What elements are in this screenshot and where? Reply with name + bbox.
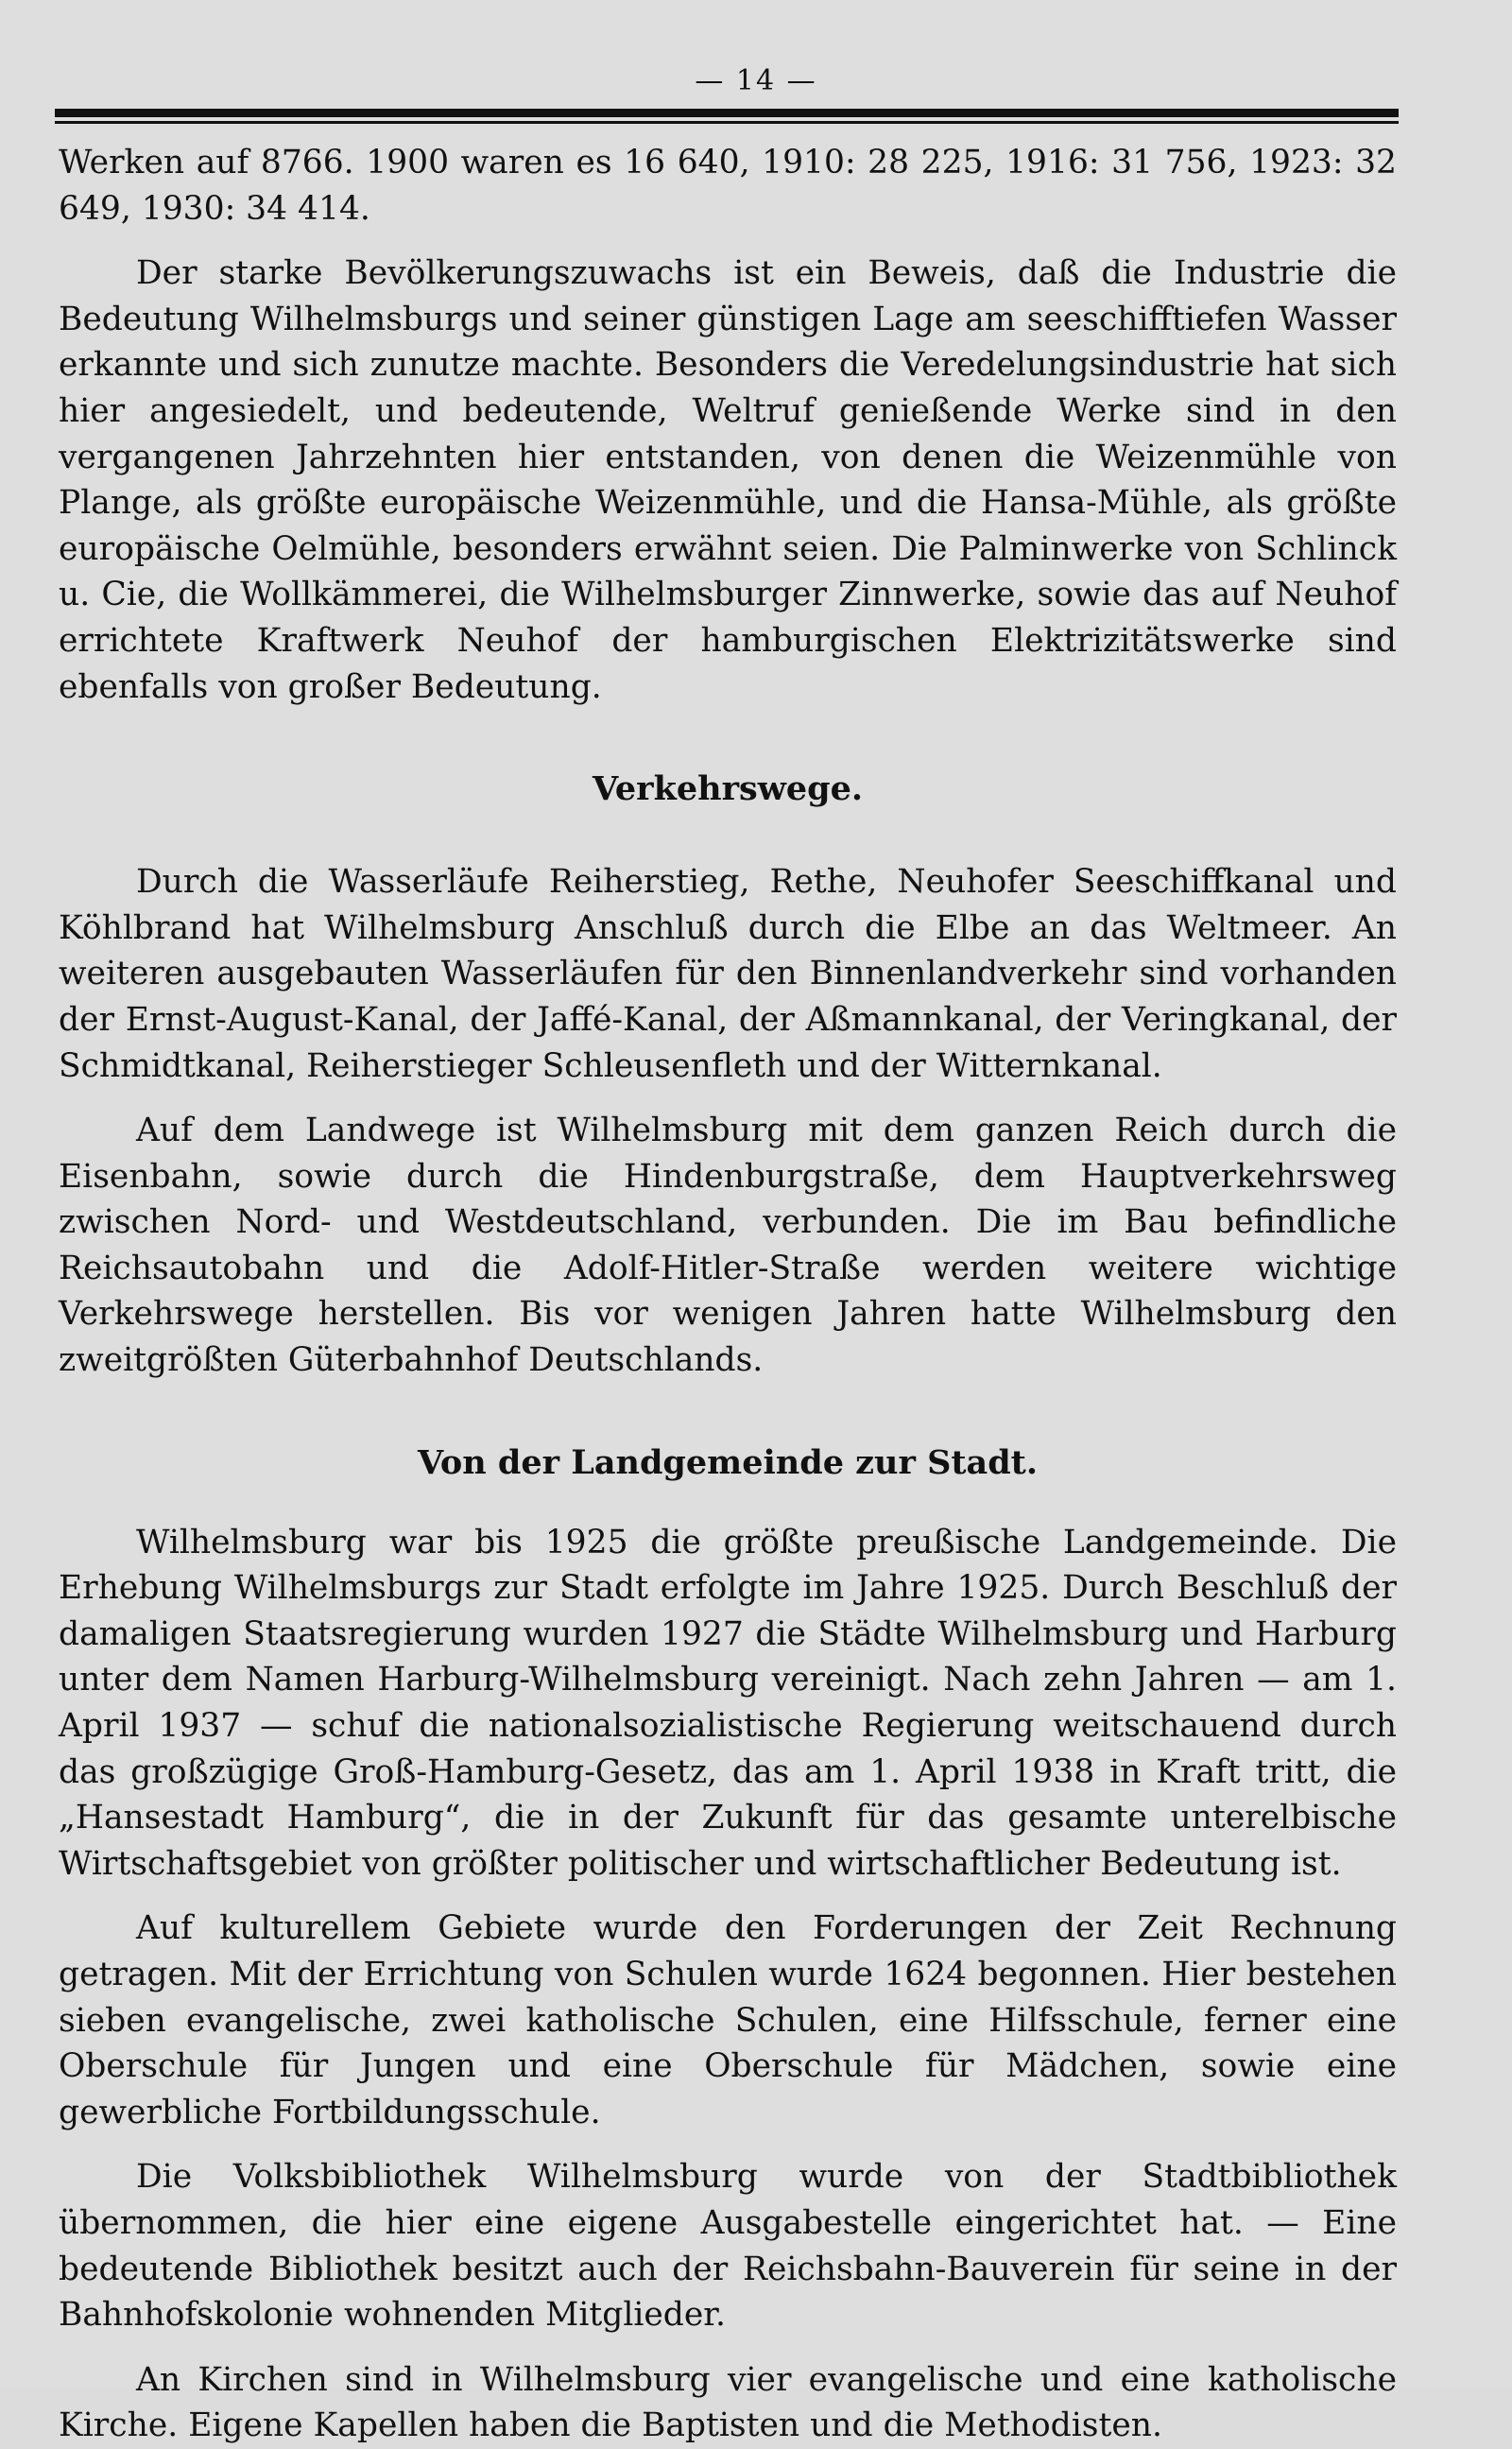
header-rule-thin: [55, 121, 1399, 124]
page-number: — 14 —: [695, 64, 817, 97]
header-rule-thick: [55, 109, 1399, 117]
paragraph-landways: Auf dem Landwege ist Wilhelmsburg mit dem ganzen Reich durch die Eisenbahn, sowie durch die Hindenburgstraße, dem Hauptverkehrsweg zwischen Nord- und Westdeutschland, verbunden. Die im Bau befindliche Reichsautobahn und die Adolf-Hitler-Straße werden weitere wichtige Verkehrswege herstellen. Bis vor wenigen Jahren hatte Wilhelmsburg den zweitgrößten Güterbahnhof Deutschlands.: [59, 1112, 1397, 1380]
paragraph-population: Werken auf 8766. 1900 waren es 16 640, 1910: 28 225, 1916: 31 756, 1923: 32 649, 1930: 34 414.: [59, 144, 1397, 228]
heading-verkehrswege: Verkehrswege.: [592, 769, 864, 809]
paragraph-churches: An Kirchen sind in Wilhelmsburg vier evangelische und eine katholische Kirche. Eigene Kapellen haben die Baptisten und die Methodisten.: [59, 2360, 1397, 2445]
body-text: [59, 140, 1397, 2449]
paragraph-schools: Auf kulturellem Gebiete wurde den Forderungen der Zeit Rechnung getragen. Mit der Errichtung von Schulen wurde 1624 begonnen. Hier bestehen sieben evangelische, zwei katholische Schulen, eine Hilfsschule, ferner eine Oberschule für Jungen und eine Oberschule für Mädchen, sowie eine gewerbliche Fortbildungsschule.: [59, 1909, 1397, 2131]
heading-landgemeinde-stadt: Von der Landgemeinde zur Stadt.: [417, 1442, 1039, 1482]
paragraph-city-history: Wilhelmsburg war bis 1925 die größte preußische Landgemeinde. Die Erhebung Wilhelmsburgs zur Stadt erfolgte im Jahre 1925. Durch Beschluß der damaligen Staatsregierung wurden 1927 die Städte Wilhelmsburg und Harburg unter dem Namen Harburg-Wilhelmsburg vereinigt. Nach zehn Jahren — am 1. April 1937 — schuf die nationalsozialistische Regierung weitschauend durch das großzügige Groß-Hamburg-Gesetz, das am 1. April 1938 in Kraft tritt, die „Hansestadt Hamburg“, die in der Zukunft für das gesamte unterelbische Wirtschaftsgebiet von größter politischer und wirtschaftlicher Bedeutung ist.: [59, 1523, 1397, 1883]
paragraph-waterways: Durch die Wasserläufe Reiherstieg, Rethe, Neuhofer Seeschiffkanal und Köhlbrand hat Wilhelmsburg Anschluß durch die Elbe an das Weltmeer. An weiteren ausgebauten Wasserläufen für den Binnenlandverkehr sind vorhanden der Ernst-August-Kanal, der Jaffé-Kanal, der Aßmannkanal, der Veringkanal, der Schmidtkanal, Reiherstieger Schleusenfleth und der Witternkanal.: [59, 863, 1397, 1085]
paragraph-industry: Der starke Bevölkerungszuwachs ist ein Beweis, daß die Industrie die Bedeutung Wilhelmsburgs und seiner günstigen Lage am seeschifftiefen Wasser erkannte und sich zunutze machte. Besonders die Veredelungsindustrie hat sich hier angesiedelt, und bedeutende, Weltruf genießende Werke sind in den vergangenen Jahrzehnten hier entstanden, von denen die Weizenmühle von Plange, als größte europäische Weizenmühle, und die Hansa-Mühle, als größte europäische Oelmühle, besonders erwähnt seien. Die Palminwerke von Schlinck u. Cie, die Wollkämmerei, die Wilhelmsburger Zinnwerke, sowie das auf Neuhof errichtete Kraftwerk Neuhof der hamburgischen Elektrizitätswerke sind ebenfalls von großer Bedeutung.: [59, 254, 1397, 706]
paragraph-library: Die Volksbibliothek Wilhelmsburg wurde von der Stadtbibliothek übernommen, die hier eine eigene Ausgabestelle eingerichtet hat. — Eine bedeutende Bibliothek besitzt auch der Reichsbahn-Bauverein für seine in der Bahnhofskolonie wohnenden Mitglieder.: [59, 2158, 1397, 2335]
